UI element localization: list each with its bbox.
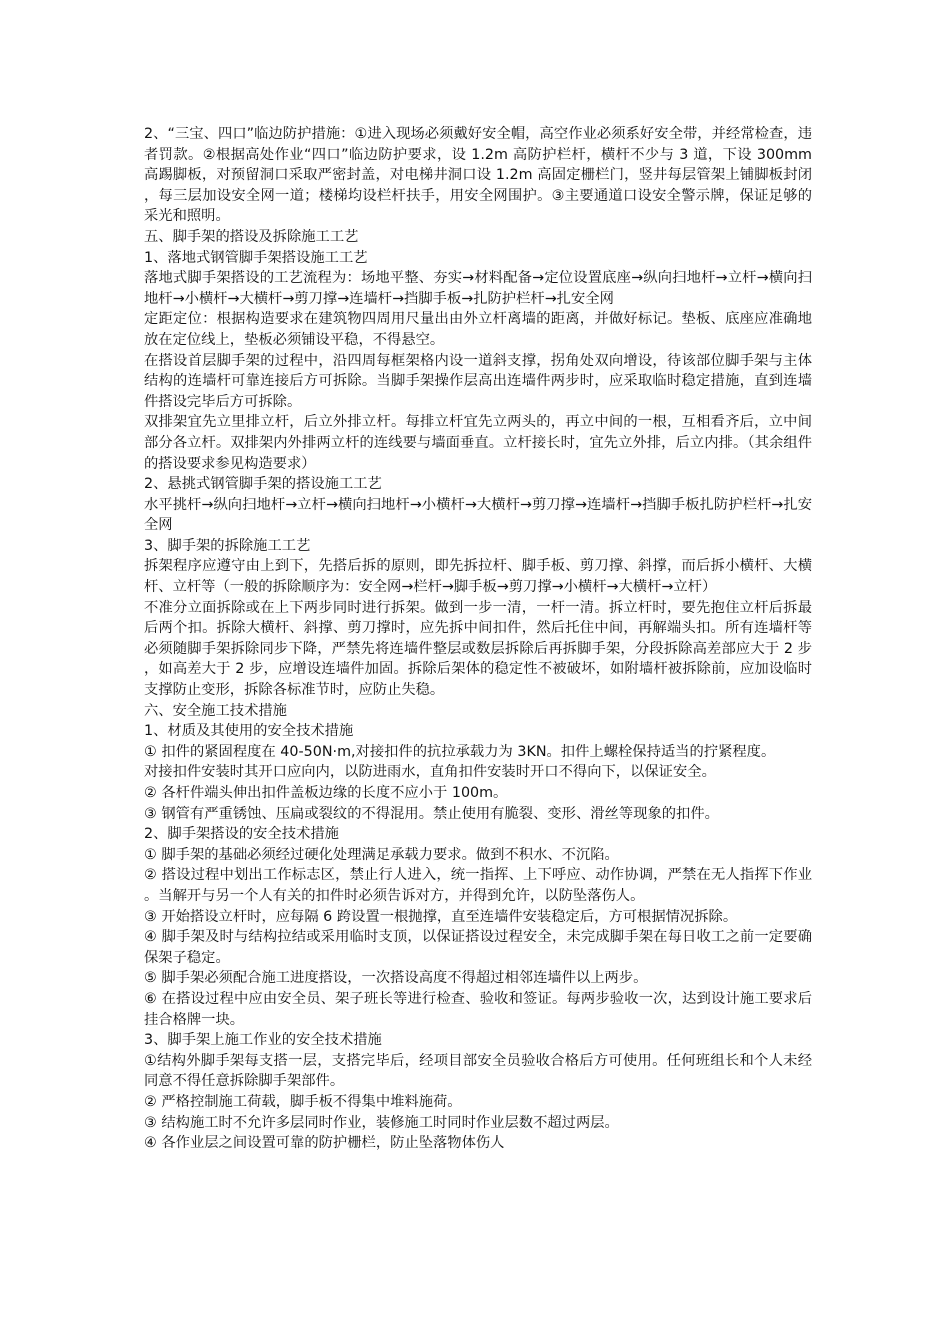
- paragraph-first-layer: 在搭设首层脚手架的过程中，沿四周每框架格内设一道斜支撑，拐角处双向增设，待该部位脚手架与主体结构的连墙杆可靠连接后方可拆除。当脚手架操作层高出连墙件两步时，应采取临时稳定措施，直到连墙件搭设完毕后方可拆除。: [144, 352, 812, 410]
- paragraph-erection-3: ③ 开始搭设立杆时，应每隔 6 跨设置一根抛撑，直至连墙件安装稳定后，方可根据情况拆除。: [144, 908, 738, 925]
- subheading-material-safety: 1、材质及其使用的安全技术措施: [144, 723, 354, 740]
- section-heading-safety: 六、安全施工技术措施: [144, 702, 287, 719]
- paragraph-material-3: ③ 钢管有严重锈蚀、压扁或裂纹的不得混用。禁止使用有脆裂、变形、滑丝等现象的扣件。: [144, 805, 719, 822]
- paragraph-double-row: 双排架宜先立里排立杆，后立外排立杆。每排立杆宜先立两头的，再立中间的一根，互相看齐后，立中间部分各立杆。双排架内外排两立杆的连线要与墙面垂直。立杆接长时，宜先立外排，后立内排。（其余组件的搭设要求参见构造要求）: [144, 414, 812, 472]
- paragraph-material-1: ① 扣件的紧固程度在 40-50N·m,对接扣件的抗拉承载力为 3KN。扣件上螺栓保持适当的拧紧程度。: [144, 743, 776, 760]
- paragraph-dismantle-rules: 不准分立面拆除或在上下两步同时进行拆架。做到一步一清，一杆一清。拆立杆时，要先抱住立杆后拆最后两个扣。拆除大横杆、斜撑、剪刀撑时，应先拆中间扣件，然后托住中间，再解端头扣。所有连墙杆等必须随脚手架拆除同步下降，严禁先将连墙件整层或数层拆除后再拆脚手架，分段拆除高差部应大于 2 步，如高差大于 2 步，应增设连墙件加固。拆除后架体的稳定性不被破坏，如附墙杆被拆除前，应加设临时支撑防止变形，拆除各标准节时，应防止失稳。: [144, 599, 812, 699]
- subheading-dismantling: 3、脚手架的拆除施工工艺: [144, 537, 311, 554]
- paragraph-work-3: ③ 结构施工时不允许多层同时作业，装修施工时同时作业层数不超过两层。: [144, 1114, 619, 1131]
- paragraph-safety-protection: 2、“三宝、四口”临边防护措施：①进入现场必须戴好安全帽，高空作业必须系好安全带，并经常检查，违者罚款。②根据高处作业“四口”临边防护要求，设 1.2m 高防护栏杆，横杆不少与 3 道，下设 300mm 高踢脚板，对预留洞口采取严密封盖，对电梯井洞口设 1.2m 高固定栅栏门，竖井每层管架上铺脚板封闭，每三层加设安全网一道；楼梯均设栏杆扶手，用安全网围护。③主要通道口设安全警示牌，保证足够的采光和照明。: [144, 126, 812, 225]
- paragraph-material-2: ② 各杆件端头伸出扣件盖板边缘的长度不应小于 100m。: [144, 785, 508, 801]
- paragraph-erection-5: ⑤ 脚手架必须配合施工进度搭设，一次搭设高度不得超过相邻连墙件以上两步。: [144, 970, 648, 987]
- paragraph-work-2: ② 严格控制施工荷载，脚手板不得集中堆料施荷。: [144, 1093, 462, 1110]
- subheading-cantilever-scaffold: 2、悬挑式钢管脚手架的搭设施工工艺: [144, 476, 382, 493]
- paragraph-process-flow: 落地式脚手架搭设的工艺流程为：场地平整、夯实→材料配备→定位设置底座→纵向扫地杆→立杆→横向扫地杆→小横杆→大横杆→剪刀撑→连墙杆→挡脚手板→扎防护栏杆→扎安全网: [144, 270, 812, 307]
- document-body: [144, 124, 812, 1154]
- paragraph-erection-4: ④ 脚手架及时与结构拉结或采用临时支顶，以保证搭设过程安全，未完成脚手架在每日收工之前一定要确保架子稳定。: [144, 929, 812, 966]
- paragraph-erection-2: ② 搭设过程中划出工作标志区，禁止行人进入，统一指挥、上下呼应、动作协调，严禁在无人指挥下作业。当解开与另一个人有关的扣件时必须告诉对方，并得到允许，以防坠落伤人。: [144, 867, 812, 904]
- paragraph-material-butt: 对接扣件安装时其开口应向内，以防进雨水，直角扣件安装时开口不得向下，以保证安全。: [144, 764, 716, 781]
- paragraph-positioning: 定距定位：根据构造要求在建筑物四周用尺量出由外立杆离墙的距离，并做好标记。垫板、底座应准确地放在定位线上，垫板必须铺设平稳，不得悬空。: [144, 311, 812, 348]
- paragraph-dismantle-order: 拆架程序应遵守由上到下，先搭后拆的原则，即先拆拉杆、脚手板、剪刀撑、斜撑，而后拆小横杆、大横杆、立杆等（一般的拆除顺序为：安全网→栏杆→脚手板→剪刀撑→小横杆→大横杆→立杆）: [144, 558, 812, 596]
- subheading-work-safety: 3、脚手架上施工作业的安全技术措施: [144, 1032, 382, 1049]
- section-heading-scaffold: 五、脚手架的搭设及拆除施工工艺: [144, 228, 359, 245]
- subheading-floor-scaffold: 1、落地式钢管脚手架搭设施工工艺: [144, 249, 368, 266]
- paragraph-erection-6: ⑥ 在搭设过程中应由安全员、架子班长等进行检查、验收和签证。每两步验收一次，达到设计施工要求后挂合格牌一块。: [144, 990, 812, 1028]
- subheading-erection-safety: 2、脚手架搭设的安全技术措施: [144, 826, 339, 843]
- paragraph-erection-1: ① 脚手架的基础必须经过硬化处理满足承载力要求。做到不积水、不沉陷。: [144, 846, 619, 863]
- paragraph-cantilever-flow: 水平挑杆→纵向扫地杆→立杆→横向扫地杆→小横杆→大横杆→剪刀撑→连墙杆→挡脚手板扎防护栏杆→扎安全网: [144, 496, 812, 534]
- paragraph-work-1: ①结构外脚手架每支搭一层，支搭完毕后，经项目部安全员验收合格后方可使用。任何班组长和个人未经同意不得任意拆除脚手架部件。: [144, 1052, 812, 1090]
- paragraph-work-4: ④ 各作业层之间设置可靠的防护栅栏，防止坠落物体伤人: [144, 1135, 505, 1152]
